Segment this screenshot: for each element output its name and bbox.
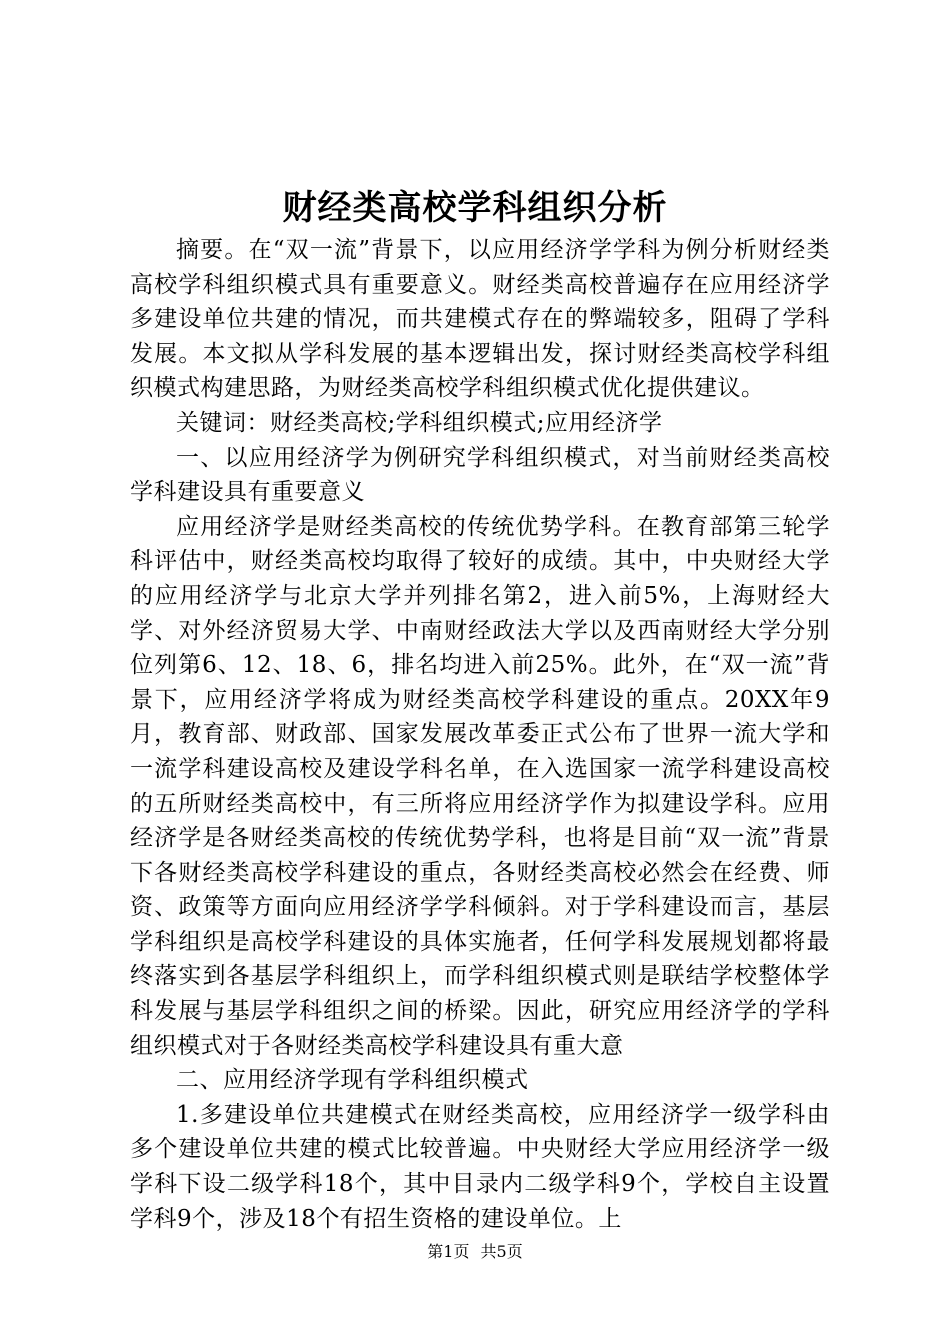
abstract-paragraph: 摘要。在“双一流”背景下，以应用经济学学科为例分析财经类高校学科组织模式具有重要意义。财经类高校普遍存在应用经济学多建设单位共建的情况，而共建模式存在的弊端较多，阻碍了学科发展。本文拟从学科发展的基本逻辑出发，探讨财经类高校学科组织模式构建思路，为财经类高校学科组织模式优化提供建议。: [130, 237, 830, 402]
page-number: 第1页: [427, 1242, 470, 1261]
body-paragraph: 应用经济学是财经类高校的传统优势学科。在教育部第三轮学科评估中，财经类高校均取得了较好的成绩。其中，中央财经大学的应用经济学与北京大学并列排名第2，进入前5%，上海财经大学、对外经济贸易大学、中南财经政法大学以及西南财经大学分别位列第6、12、18、6，排名均进入前25%。此外，在“双一流”背景下，应用经济学将成为财经类高校学科建设的重点。20XX年9月，教育部、财政部、国家发展改革委正式公布了世界一流大学和一流学科建设高校及建设学科名单，在入选国家一流学科建设高校的五所财经类高校中，有三所将应用经济学作为拟建设学科。应用经济学是各财经类高校的传统优势学科，也将是目前“双一流”背景下各财经类高校学科建设的重点，各财经类高校必然会在经费、师资、政策等方面向应用经济学学科倾斜。对于学科建设而言，基层学科组织是高校学科建设的具体实施者，任何学科发展规划都将最终落实到各基层学科组织上，而学科组织模式则是联结学校整体学科发展与基层学科组织之间的桥梁。因此，研究应用经济学的学科组织模式对于各财经类高校学科建设具有重大意: [130, 513, 830, 1059]
section-heading-1: 一、以应用经济学为例研究学科组织模式，对当前财经类高校学科建设具有重要意义: [130, 444, 830, 506]
page-footer: [0, 1240, 950, 1264]
body-paragraph: 1.多建设单位共建模式在财经类高校，应用经济学一级学科由多个建设单位共建的模式比较普遍。中央财经大学应用经济学一级学科下设二级学科18个，其中目录内二级学科9个，学校自主设置学科9个，涉及18个有招生资格的建设单位。上: [130, 1101, 830, 1232]
section-heading-2: 二、应用经济学现有学科组织模式: [176, 1067, 529, 1094]
document-body: [130, 233, 830, 1236]
page-total: 共5页: [480, 1242, 523, 1261]
document-title: 财经类高校学科组织分析: [282, 188, 668, 228]
keywords-paragraph: 关键词：财经类高校;学科组织模式;应用经济学: [176, 409, 663, 436]
